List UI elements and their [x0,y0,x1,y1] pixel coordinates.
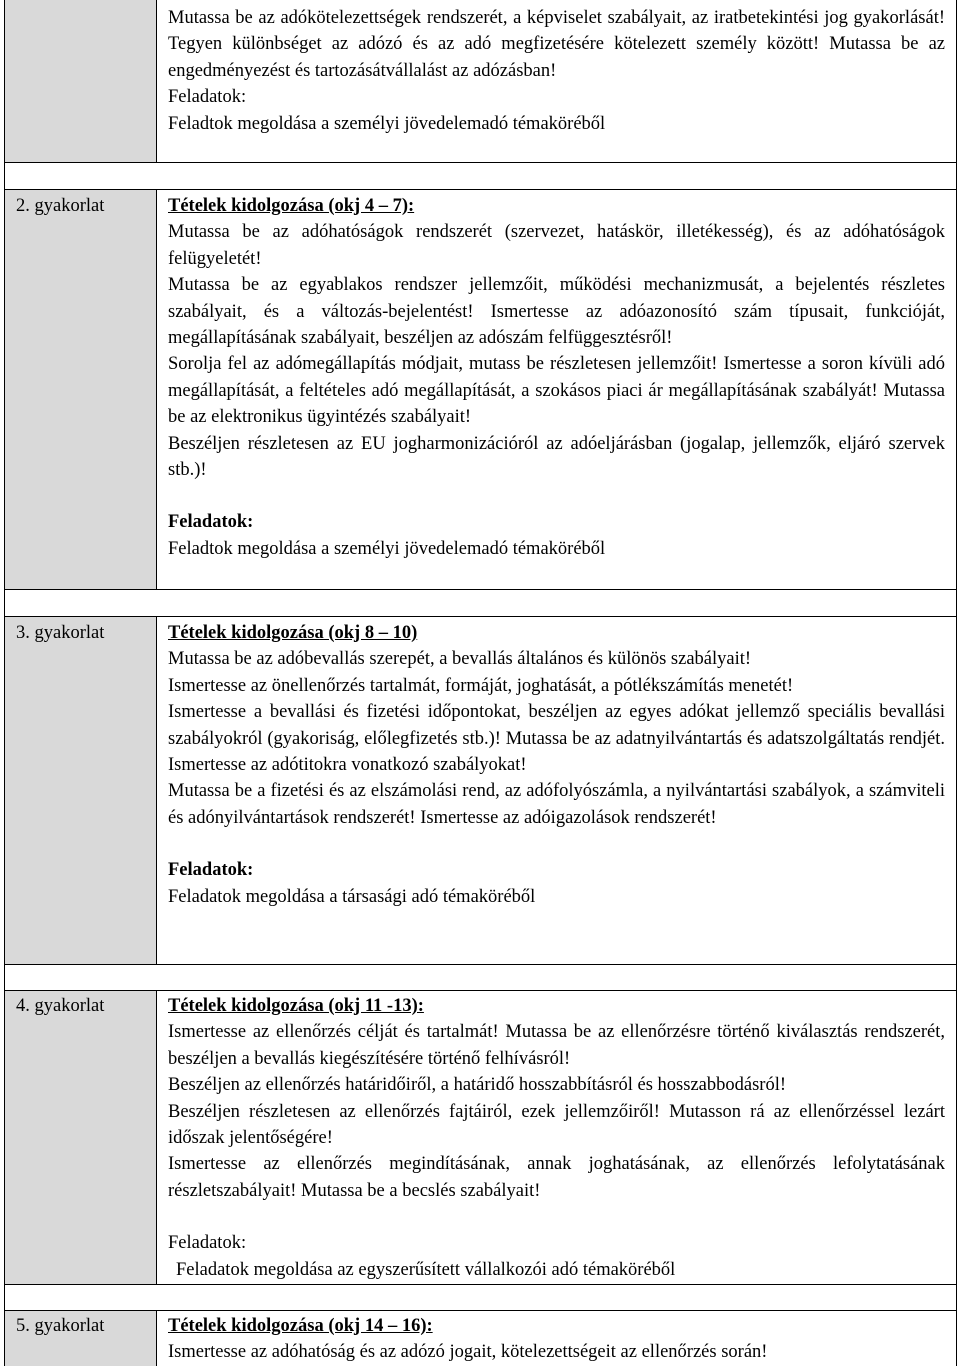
feladatok-text: Feladtok megoldása a személyi jövedelemadó témaköréből [168,538,606,559]
feladatok-text: Feladatok megoldása a társasági adó témaköréből [168,886,536,907]
label-cell-4 [5,990,156,1284]
border-left [4,0,5,1366]
row-title: Tételek kidolgozása (okj 4 – 7): [168,196,415,216]
row-label: 4. gyakorlat [16,996,105,1016]
row5-para: Ismertesse az adóhatóság és az adózó jogait, kötelezettségeit az ellenőrzés során! [168,1342,768,1363]
feladatok-label: Feladatok: [168,1233,247,1254]
row5-content [168,1313,945,1366]
row4-content [168,993,945,1283]
feladatok-label: Feladatok: [168,860,254,881]
row-border [4,589,957,590]
row-title: Tételek kidolgozása (okj 14 – 16): [168,1316,433,1336]
row-label: 5. gyakorlat [16,1316,105,1336]
feladatok-text: Feladatok megoldása az egyszerűsített vállalkozói adó témaköréből [176,1259,676,1280]
border-mid [156,990,157,1284]
border-mid [156,1310,157,1366]
row3-para: Ismertesse a bevallási és fizetési időpontokat, beszéljen az egyes adókat jellemző speciális bevallási szabályokról (gyakoriság, előlegfizetés stb.)! Mutassa be az adatnyilvántartás és adatszolgáltatás rendjét. Ismertesse az adótitokra vonatkozó szabályokat! [168,702,945,776]
row-label: 2. gyakorlat [16,196,105,216]
row-title: Tételek kidolgozása (okj 11 -13): [168,996,424,1016]
row2-para: Beszéljen részletesen az EU jogharmonizációról az adóeljárásban (jogalap, jellemzők, eljáró szervek stb.)! [168,433,945,481]
row-border [4,1310,957,1311]
row4-para: Ismertesse az ellenőrzés megindításának, annak joghatásának, az ellenőrzés lefolytatásának részletszabályait! Mutassa be a becslés szabályait! [168,1154,945,1201]
border-right [956,0,957,1366]
border-mid [156,616,157,964]
row-border [4,1284,957,1285]
border-mid [156,189,157,589]
row-border [4,189,957,190]
row4-para: Ismertesse az ellenőrzés célját és tartalmát! Mutassa be az ellenőrzésre történő kiválasztás rendszerét, beszéljen a bevallás kiegészítésére történő felhívásról! [168,1022,945,1069]
row2-para: Mutassa be az adóhatóságok rendszerét (szervezet, hatáskör, illetékesség), és az adóhatóságok felügyeletét! [168,222,945,269]
row2-para: Sorolja fel az adómegállapítás módjait, mutass be részletesen jellemzőit! Ismertesse a soron kívüli adó megállapítását, a feltételes adó megállapítását, a szokásos piaci ár megállapításának szabályát! Mutassa be az elektronikus ügyintézés szabályait! [168,354,945,428]
label-cell-2 [5,189,156,589]
row-border [4,964,957,965]
row-label: 3. gyakorlat [16,623,105,643]
row1-para: Mutassa be az adókötelezettségek rendszerét, a képviselet szabályait, az iratbetekintési jog gyakorlását! Tegyen különbséget az adózó és az adó megfizetésére kötelezett személy között! Mutassa be az engedményezést és tartozásátvállalást az adózásban! [168,8,945,81]
row2-para: Mutassa be az egyablakos rendszer jellemzőit, működési mechanizmusát, a bejelentés részletes szabályait, és a változás-bejelentést! Ismertesse az adóazonosító szám típusait, funkcióját, megállapításának szabályait, beszéljen az adószám felfüggesztésről! [168,275,945,349]
row4-para: Beszéljen részletesen az ellenőrzés fajtáiról, ezek jellemzőiről! Mutasson rá az ellenőrzéssel lezárt időszak jelentőségére! [168,1101,945,1149]
row2-content [168,193,945,562]
feladatok-label: Feladatok: [168,87,247,108]
row3-para: Mutassa be a fizetési és az elszámolási rend, az adófolyószámla, a nyilvántartási szabályok, a számviteli és adónyilvántartások rendszerét! Ismertesse az adóigazolások rendszerét! [168,781,945,828]
row-border [4,990,957,991]
row3-content [168,620,945,910]
row3-para: Ismertesse az önellenőrzés tartalmát, formáját, joghatását, a pótlékszámítás menetét! [168,675,794,696]
row-border [4,162,957,163]
feladatok-text: Feladtok megoldása a személyi jövedelemadó témaköréből [168,113,606,134]
row4-para: Beszéljen az ellenőrzés határidőiről, a határidő hosszabbításról és hosszabbodásról! [168,1075,786,1096]
feladatok-label: Feladatok: [168,512,254,533]
border-mid [156,0,157,162]
label-cell-3 [5,616,156,964]
row1-content [168,5,945,137]
row-title: Tételek kidolgozása (okj 8 – 10) [168,623,418,643]
row3-para: Mutassa be az adóbevallás szerepét, a bevallás általános és különös szabályait! [168,649,752,670]
label-cell-1 [5,0,156,162]
row-border [4,616,957,617]
